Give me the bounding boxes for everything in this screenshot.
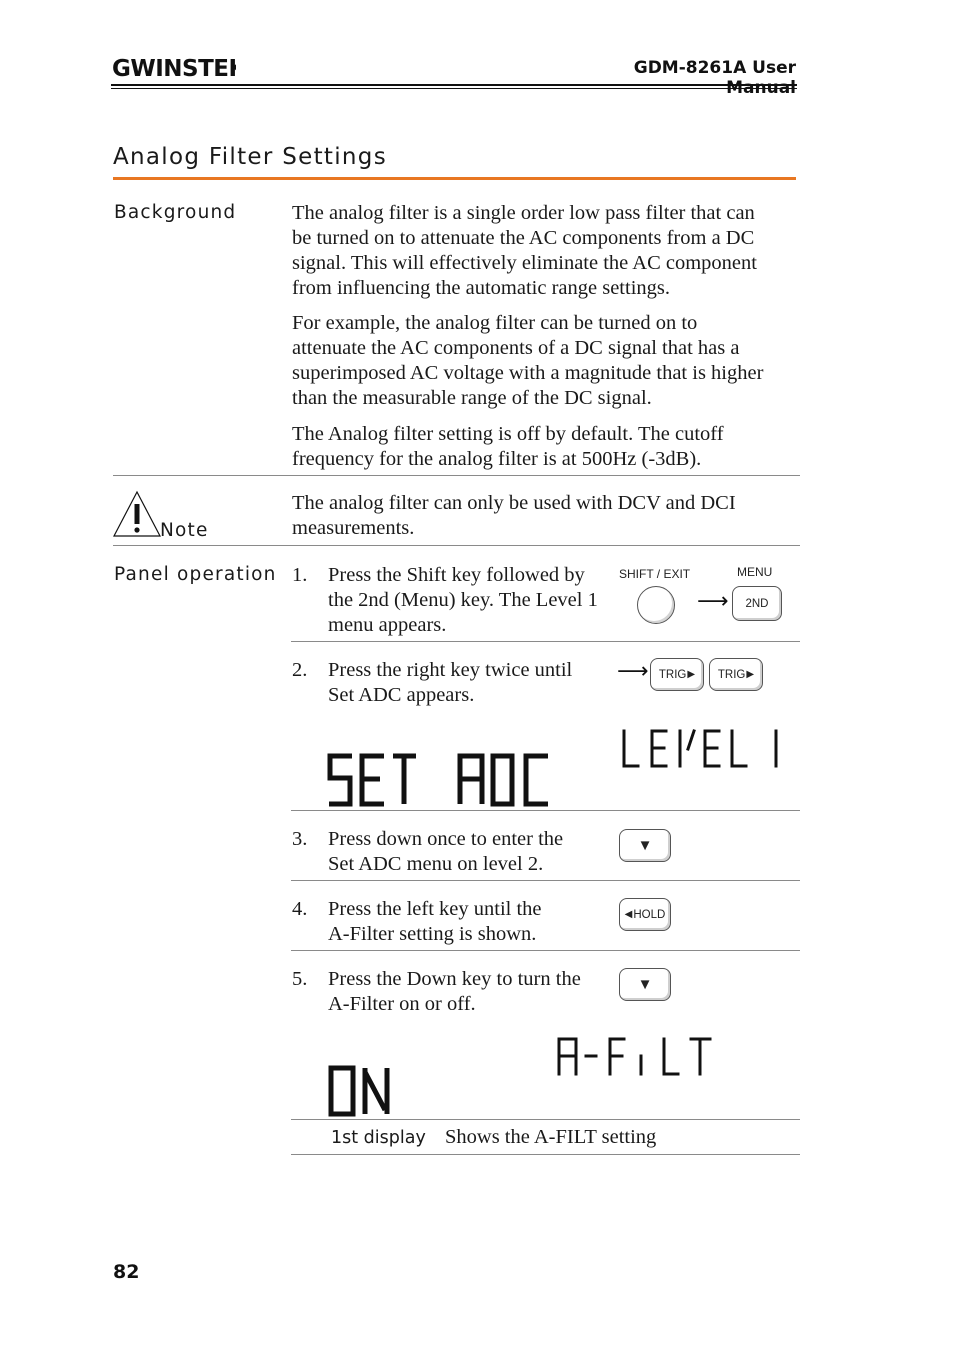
section-title-rule [113,177,796,180]
panel-operation-label: Panel operation [114,564,277,585]
step-number: 3. [292,828,308,850]
step-text: Press the Shift key followed by the 2nd (Menu) key. The Level 1 menu appears. [328,564,598,636]
shift-key[interactable] [637,586,675,624]
step-number: 5. [292,968,308,990]
background-paragraph-1: The analog filter is a single order low pass filter that can be turned on to attenuate the AC components from a DC signal. This will effectively eliminate the AC component from influencing the automatic range settings. [292,202,757,299]
divider [291,950,800,951]
shift-exit-label: SHIFT / EXIT [619,567,691,581]
divider [291,880,800,881]
header-rule-thin [111,88,797,89]
divider [291,641,800,642]
divider [291,810,800,811]
divider [113,475,800,476]
step-text: Press the Down key to turn the A-Filter on or off. [328,968,581,1015]
header-rule [111,84,797,86]
background-paragraph-2: For example, the analog filter can be turned on to attenuate the AC components of a DC signal that has a superimposed AC voltage with a magnitude that is higher than the measurable range of the DC signal. [292,312,764,409]
divider [113,545,800,546]
step-text: Press down once to enter the Set ADC menu on level 2. [328,828,564,875]
hold-key[interactable]: ◀ HOLD [619,898,671,931]
note-text: The analog filter can only be used with DCV and DCI measurements. [292,492,736,539]
table-bottom-rule [291,1154,800,1155]
lcd-afilt-display [556,1036,712,1078]
brand-logo [112,54,236,80]
warning-icon [112,490,162,538]
down-triangle-icon: ▼ [637,976,653,993]
lcd-on-display [327,1064,393,1118]
trig-key[interactable]: TRIG ▶ [709,658,763,691]
step-number: 4. [292,898,308,920]
menu-label: MENU [737,565,773,579]
right-triangle-icon: ▶ [687,669,696,680]
table-top-rule [291,1119,800,1120]
page-number: 82 [113,1261,140,1283]
table-row-label: 1st display [331,1128,426,1148]
brand-logo-text: GWINSTEK [112,56,236,80]
background-paragraph-3: The Analog filter setting is off by default. The cutoff frequency for the analog filter is at 500Hz (-3dB). [292,423,724,470]
second-key[interactable]: 2ND [732,586,782,621]
lcd-level-display [620,728,785,770]
down-key[interactable] [619,829,671,862]
arrow-right-icon: ⟶ [697,589,729,614]
table-row-value: Shows the A-FILT setting [445,1126,657,1148]
manual-title: GDM-8261A User [633,58,796,78]
down-triangle-icon: ▼ [637,837,653,854]
step-text: Press the right key twice until Set ADC appears. [328,659,573,706]
step-text: Press the left key until the A-Filter setting is shown. [328,898,542,945]
lcd-set-adc-display [326,752,554,808]
right-triangle-icon: ▶ [746,669,755,680]
left-triangle-icon: ◀ [624,909,633,920]
step-number: 1. [292,564,308,586]
brand-logo-graphic [112,54,236,80]
down-key[interactable] [619,968,671,1001]
background-label: Background [114,202,237,223]
section-title: Analog Filter Settings [113,144,387,170]
trig-key[interactable]: TRIG ▶ [650,658,704,691]
arrow-right-icon: ⟶ [617,659,649,684]
step-number: 2. [292,659,308,681]
note-label: Note [160,520,209,541]
